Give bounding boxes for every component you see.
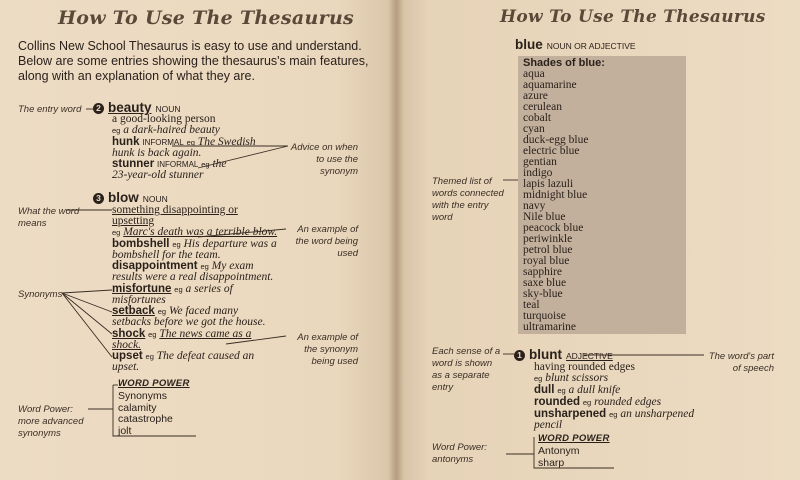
example-text: a dark-haired beauty <box>123 124 220 136</box>
eg-label: eg <box>145 352 154 361</box>
word-power-box-left <box>118 378 190 437</box>
shade-item: sky-blue <box>523 288 563 300</box>
note-word-power-right <box>432 442 487 466</box>
note-line: the word being <box>295 236 358 247</box>
word-power-label: Synonyms <box>118 390 168 402</box>
note-line: The word's part <box>708 351 774 362</box>
note-word-power-left <box>18 404 83 440</box>
headword-beauty: beauty <box>108 100 152 115</box>
intro-text <box>18 39 368 84</box>
example-text: Marc's death was a terrible blow. <box>123 226 278 238</box>
shade-item: sapphire <box>523 266 562 278</box>
shade-item: saxe blue <box>523 277 567 289</box>
setback-example-cont: setbacks before we got the house. <box>112 316 266 328</box>
synonym-word: shock <box>112 328 146 340</box>
shade-item: turquoise <box>523 310 566 322</box>
note-line: word <box>432 212 453 223</box>
eg-label: eg <box>582 398 592 407</box>
synonym-stunner-example-cont: 23-year-old stunner <box>112 169 204 181</box>
note-line: Themed list of <box>432 176 492 187</box>
shade-item: azure <box>523 90 548 102</box>
example-text: The Swedish <box>197 136 256 148</box>
blunt-sense: having rounded edges <box>534 361 635 373</box>
shade-item: aqua <box>523 68 545 80</box>
bombshell-example-cont: bombshell for the team. <box>112 249 221 261</box>
note-entry-word: The entry word <box>18 104 82 115</box>
sense-number-badge: 3 <box>93 193 104 204</box>
example-text: We faced many <box>168 305 239 317</box>
shades-heading: Shades of blue: <box>523 57 605 69</box>
intro-line: Below are some entries showing the thesaurus's main features, <box>18 54 369 68</box>
example-text: rounded edges <box>594 396 662 408</box>
blow-sense-line2: upsetting <box>112 215 155 227</box>
shade-item: petrol blue <box>523 244 573 256</box>
note-line: Word Power: <box>432 442 487 453</box>
note-themed-list <box>432 176 504 224</box>
word-power-item: jolt <box>118 424 132 437</box>
synonym-word: setback <box>112 305 155 317</box>
note-each-sense <box>432 346 500 394</box>
note-line: the synonym <box>304 344 358 355</box>
shade-item: aquamarine <box>523 79 577 91</box>
eg-label: eg <box>534 374 543 383</box>
eg-label: eg <box>112 228 121 237</box>
register-label: INFORMAL <box>142 138 184 147</box>
note-line: Each sense of a <box>432 346 501 357</box>
part-of-speech: NOUN OR ADJECTIVE <box>546 41 636 51</box>
word-power-label: Antonym <box>538 445 580 457</box>
shades-list <box>523 57 605 333</box>
eg-label: eg <box>201 160 210 169</box>
beauty-sense: a good-looking person <box>112 113 216 125</box>
sense-number-badge: 1 <box>514 350 525 361</box>
shade-item: indigo <box>523 167 553 179</box>
eg-label: eg <box>186 138 195 147</box>
note-line: Word Power: <box>18 404 73 415</box>
note-example-word <box>286 224 358 260</box>
part-of-speech: NOUN <box>155 104 181 114</box>
shade-item: duck-egg blue <box>523 134 589 146</box>
shade-item: cerulean <box>523 101 562 113</box>
shade-item: midnight blue <box>523 189 588 201</box>
eg-label: eg <box>609 410 618 419</box>
synonym-word: stunner <box>112 158 155 170</box>
sense-number-badge: 2 <box>93 103 104 114</box>
intro-line: along with an explanation of what they are. <box>18 69 255 83</box>
shade-item: navy <box>523 200 546 212</box>
register-label: INFORMAL <box>157 160 199 169</box>
note-line: with the entry <box>432 200 489 211</box>
example-text: The defeat caused an <box>156 350 255 362</box>
shade-item: Nile blue <box>523 211 566 223</box>
synonym-word: unsharpened <box>534 408 607 420</box>
example-text: The news came as a <box>159 328 252 340</box>
synonym-word: rounded <box>534 396 580 408</box>
note-line: used <box>337 248 358 259</box>
book-gutter <box>388 0 404 480</box>
shade-item: ultramarine <box>523 321 577 333</box>
note-what-means <box>18 206 79 230</box>
shade-item: periwinkle <box>523 233 573 245</box>
eg-label: eg <box>172 240 181 249</box>
note-line: to use the <box>316 154 358 165</box>
disappointment-example-cont: results were a real disappointment. <box>112 271 274 283</box>
word-power-item: catastrophe <box>118 413 173 425</box>
example-text: a dull knife <box>568 384 621 396</box>
note-line: synonym <box>319 166 358 177</box>
note-line: means <box>18 218 47 229</box>
shade-item: royal blue <box>523 255 570 267</box>
part-of-speech: NOUN <box>142 194 168 204</box>
note-synonyms: Synonyms <box>18 289 63 300</box>
shock-example-cont: shock. <box>112 339 142 351</box>
synonym-hunk-example-cont: hunk is back again. <box>112 147 202 159</box>
word-power-heading: WORD POWER <box>538 433 610 444</box>
word-power-box-right <box>538 433 610 469</box>
eg-label: eg <box>112 126 121 135</box>
synonym-word: disappointment <box>112 260 198 272</box>
note-line: What the word <box>18 206 80 217</box>
eg-label: eg <box>157 307 167 316</box>
note-line: word is shown <box>432 358 493 369</box>
headword-blue: blue <box>515 37 543 52</box>
unsharpened-example-cont: pencil <box>534 419 563 431</box>
eg-label: eg <box>557 386 566 395</box>
right-page-title: How To Use The Thesaurus <box>500 7 766 27</box>
eg-label: eg <box>148 330 157 339</box>
note-line: entry <box>432 382 454 393</box>
note-line: synonyms <box>18 428 61 439</box>
note-line: An example of <box>297 224 358 235</box>
intro-line: Collins New School Thesaurus is easy to use and understand. <box>18 39 362 53</box>
example-text: the <box>212 158 227 170</box>
note-line: being used <box>311 356 358 367</box>
shade-item: teal <box>523 299 540 311</box>
note-line: Advice on when <box>290 142 358 153</box>
word-power-item: sharp <box>538 456 565 469</box>
synonym-word: misfortune <box>112 283 172 295</box>
example-text: His departure was a <box>183 238 277 250</box>
blow-sense-line1: something disappointing or <box>112 204 238 216</box>
headword-blow: blow <box>108 190 139 205</box>
word-power-item: calamity <box>118 401 157 414</box>
part-of-speech: ADJECTIVE <box>566 351 613 361</box>
note-example-synonym <box>286 332 358 368</box>
example-text: blunt scissors <box>545 372 609 384</box>
note-advice <box>288 142 358 178</box>
note-line: more advanced <box>18 416 84 427</box>
synonym-word: upset <box>112 350 143 362</box>
note-line: words connected <box>432 188 504 199</box>
shade-item: electric blue <box>523 145 580 157</box>
eg-label: eg <box>174 285 183 294</box>
shade-item: cyan <box>523 123 545 135</box>
example-text: a series of <box>185 283 233 295</box>
misfortune-example-cont: misfortunes <box>112 294 166 306</box>
entry-blue <box>515 36 636 54</box>
word-power-heading: WORD POWER <box>118 378 190 389</box>
left-page-title: How To Use The Thesaurus <box>58 7 355 29</box>
headword-blunt: blunt <box>529 347 562 362</box>
note-line: antonyms <box>432 454 474 465</box>
example-text: My exam <box>211 260 254 272</box>
example-text: an unsharpened <box>620 408 695 420</box>
synonym-word: hunk <box>112 136 140 148</box>
shade-item: cobalt <box>523 112 552 124</box>
shade-item: gentian <box>523 156 557 168</box>
note-line: An example of <box>297 332 358 343</box>
synonym-word: bombshell <box>112 238 170 250</box>
note-line: as a separate <box>432 370 490 381</box>
synonym-word: dull <box>534 384 555 396</box>
note-part-of-speech <box>690 351 774 375</box>
upset-example-cont: upset. <box>112 361 140 373</box>
shade-item: peacock blue <box>523 222 584 234</box>
note-line: of speech <box>732 363 774 374</box>
eg-label: eg <box>200 262 209 271</box>
shade-item: lapis lazuli <box>523 178 574 190</box>
